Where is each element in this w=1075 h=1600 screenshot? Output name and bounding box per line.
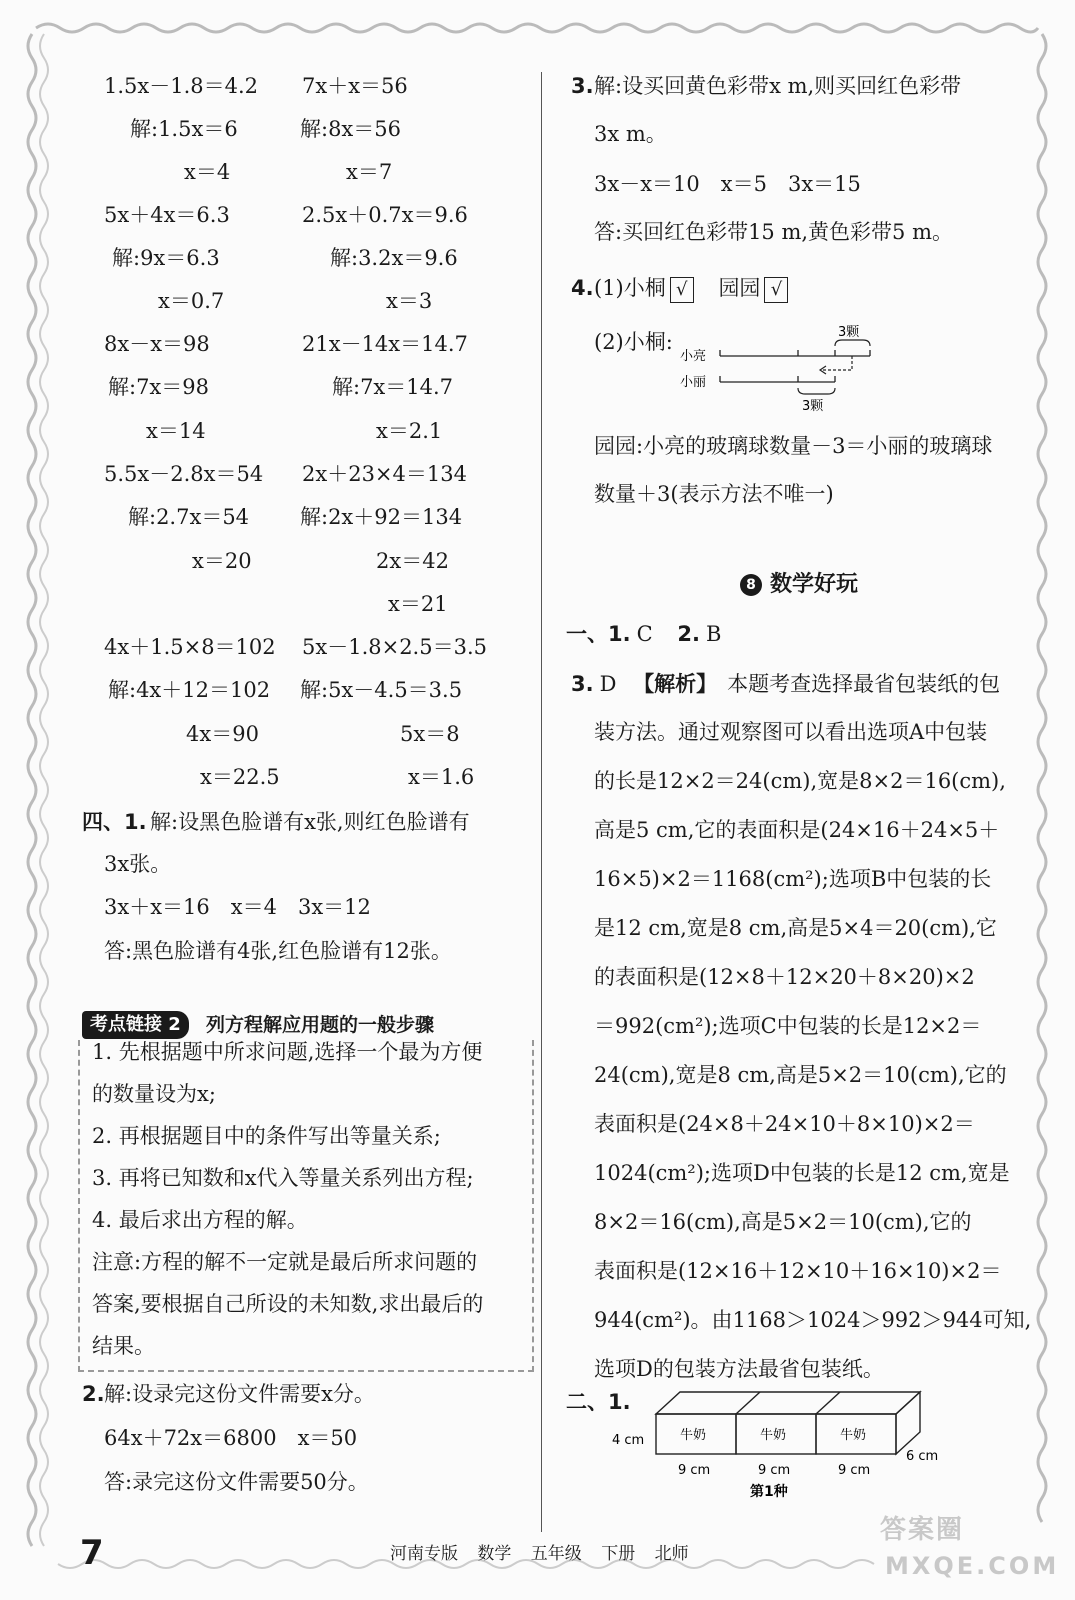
equation-line: 5.5x－2.8x＝54	[104, 462, 264, 486]
tip-line: 4. 最后求出方程的解。	[92, 1208, 308, 1232]
milk-text-2: 牛奶	[760, 1428, 787, 1443]
width-label-3: 9 cm	[838, 1463, 871, 1478]
equation-line: 2x＋23×4＝134	[302, 462, 467, 486]
q4-1-line3: 3x＋x＝16 x＝4 3x＝12	[104, 895, 371, 919]
tip-line: 结果。	[92, 1334, 155, 1358]
s1-label2: 2.	[677, 622, 700, 646]
q4-1-line4: 答:黑色脸谱有4张,红色脸谱有12张。	[104, 939, 452, 963]
q3-line4: 答:买回红色彩带15 m,黄色彩带5 m。	[594, 220, 954, 244]
s3-first: 本题考查选择最省包装纸的包	[727, 672, 1001, 696]
tip-title: 列方程解应用题的一般步骤	[206, 1014, 435, 1036]
section-number: 8	[740, 574, 762, 596]
equation-line: x＝4	[184, 160, 231, 184]
check-box-2: √	[764, 277, 788, 303]
equation-line: 解:7x＝98	[108, 375, 210, 399]
equation-line: 5x＋4x＝6.3	[104, 203, 230, 227]
equation-line: x＝7	[346, 160, 393, 184]
equation-line: 7x＋x＝56	[302, 74, 408, 98]
diagram-note-bottom: 3颗	[802, 399, 824, 414]
q4-part2: (2)小桐:	[594, 330, 673, 354]
tip-line: 3. 再将已知数和x代入等量关系列出方程;	[92, 1166, 474, 1190]
analysis-line: 是12 cm,宽是8 cm,高是5×4＝20(cm),它	[594, 916, 997, 940]
tip-line: 1. 先根据题中所求问题,选择一个最为方便	[92, 1040, 483, 1064]
equation-line: x＝0.7	[158, 289, 225, 313]
s1-answers	[566, 620, 721, 648]
q3-line2: 3x m。	[594, 122, 667, 146]
q2-line1: 解:设录完这份文件需要x分。	[104, 1382, 375, 1406]
bar-diagram	[680, 322, 910, 414]
q4-label: 4.	[571, 276, 594, 300]
height-label: 4 cm	[612, 1433, 645, 1448]
analysis-line: 的表面积是(12×8＋12×20＋8×20)×2	[594, 965, 975, 989]
q3-line1: 解:设买回黄色彩带x m,则买回红色彩带	[594, 74, 962, 98]
equation-line: 解:3.2x＝9.6	[330, 246, 458, 270]
q2-label: 2.	[82, 1382, 105, 1406]
analysis-line: 1024(cm²);选项D中包装的长是12 cm,宽是	[594, 1161, 1010, 1185]
equation-line: 5x－1.8×2.5＝3.5	[302, 635, 487, 659]
equation-line: x＝20	[192, 549, 252, 573]
analysis-line: 16×5)×2＝1168(cm²);选项B中包装的长	[594, 867, 992, 891]
diagram-note-top: 3颗	[838, 325, 860, 340]
q4-part1	[594, 274, 788, 303]
s1-ans2: B	[705, 622, 722, 646]
page-number: 7	[80, 1533, 104, 1573]
equation-line: 解:2x＋92＝134	[300, 505, 463, 529]
footer-info: 河南专版 数学 五年级 下册 北师	[390, 1544, 689, 1564]
equation-line: 8x－x＝98	[104, 332, 210, 356]
analysis-line: ＝992(cm²);选项C中包装的长是12×2＝	[594, 1014, 982, 1038]
q3-label: 3.	[571, 74, 594, 98]
s3-label: 3.	[571, 672, 594, 696]
q3-line3: 3x－x＝10 x＝5 3x＝15	[594, 172, 861, 196]
equation-line: 解:4x＋12＝102	[108, 678, 271, 702]
q2-line3: 答:录完这份文件需要50分。	[104, 1470, 369, 1494]
check-box-1: √	[670, 277, 694, 303]
tip-line: 的数量设为x;	[92, 1082, 216, 1106]
equation-line: x＝14	[146, 419, 206, 443]
section-title-text: 数学好玩	[770, 572, 859, 597]
analysis-line: 表面积是(12×16＋12×10＋16×10)×2＝	[594, 1259, 1002, 1283]
analysis-line: 8×2＝16(cm),高是5×2＝10(cm),它的	[594, 1210, 972, 1234]
equation-line: 5x＝8	[400, 722, 460, 746]
q4-line-a: 园园:小亮的玻璃球数量－3＝小丽的玻璃球	[594, 434, 993, 458]
equation-line: 21x－14x＝14.7	[302, 332, 468, 356]
s3-ans: D	[599, 672, 617, 696]
q4-line-b: 数量＋3(表示方法不唯一)	[594, 482, 834, 506]
s3-first-line	[571, 670, 1000, 698]
tip-tag: 考点链接 2	[82, 1011, 189, 1039]
section-title	[740, 570, 858, 600]
equation-line: 解:5x－4.5＝3.5	[300, 678, 463, 702]
milk-text-1: 牛奶	[680, 1428, 707, 1443]
equation-line: 2.5x＋0.7x＝9.6	[302, 203, 468, 227]
milk-box-figure	[610, 1388, 950, 1500]
q4-1-label: 四、1.	[82, 810, 147, 834]
tip-line: 2. 再根据题目中的条件写出等量关系;	[92, 1124, 441, 1148]
column-divider	[541, 72, 542, 1532]
tip-line: 注意:方程的解不一定就是最后所求问题的	[92, 1250, 478, 1274]
q4-1-line2: 3x张。	[104, 852, 172, 876]
equation-line: x＝3	[386, 289, 433, 313]
equation-line: x＝22.5	[200, 765, 280, 789]
analysis-line: 24(cm),宽是8 cm,高是5×2＝10(cm),它的	[594, 1063, 1007, 1087]
equation-line: 4x＝90	[186, 722, 259, 746]
equation-line: 4x＋1.5×8＝102	[104, 635, 276, 659]
equation-line: 解:8x＝56	[300, 117, 402, 141]
width-label-1: 9 cm	[678, 1463, 711, 1478]
equation-line: x＝1.6	[408, 765, 475, 789]
diagram-label-top: 小亮	[680, 349, 707, 364]
analysis-line: 选项D的包装方法最省包装纸。	[594, 1357, 884, 1381]
equation-line: 1.5x－1.8＝4.2	[104, 74, 259, 98]
equation-line: 解:1.5x＝6	[130, 117, 238, 141]
tip-line: 答案,要根据自己所设的未知数,求出最后的	[92, 1292, 484, 1316]
depth-label: 6 cm	[906, 1449, 939, 1464]
equation-line: x＝21	[388, 592, 448, 616]
figure-caption: 第1种	[750, 1484, 788, 1500]
q4-part1-b: 园园	[718, 276, 761, 300]
analysis-line: 装方法。通过观察图可以看出选项A中包装	[594, 720, 988, 744]
analysis-line: 944(cm²)。由1168＞1024＞992＞944可知,	[594, 1308, 1032, 1332]
s1-ans1: C	[636, 622, 653, 646]
equation-line: 2x＝42	[376, 549, 449, 573]
milk-text-3: 牛奶	[840, 1428, 867, 1443]
s2-label: 二、1.	[566, 1390, 631, 1414]
equation-line: x＝2.1	[376, 419, 443, 443]
diagram-label-bottom: 小丽	[680, 375, 707, 390]
q4-1-line1: 解:设黑色脸谱有x张,则红色脸谱有	[150, 810, 470, 834]
q4-part1-a: (1)小桐	[594, 276, 666, 300]
s1-label: 一、1.	[566, 622, 631, 646]
equation-line: 解:7x＝14.7	[332, 375, 454, 399]
analysis-line: 表面积是(24×8＋24×10＋8×10)×2＝	[594, 1112, 975, 1136]
width-label-2: 9 cm	[758, 1463, 791, 1478]
s3-tag: 【解析】	[633, 672, 718, 696]
watermark-url: MXQE.COM	[885, 1552, 1060, 1580]
analysis-line: 的长是12×2＝24(cm),宽是8×2＝16(cm),	[594, 769, 1006, 793]
q2-line2: 64x＋72x＝6800 x＝50	[104, 1426, 358, 1450]
equation-line: 解:9x＝6.3	[112, 246, 220, 270]
analysis-line: 高是5 cm,它的表面积是(24×16＋24×5＋	[594, 818, 1000, 842]
equation-line: 解:2.7x＝54	[128, 505, 250, 529]
watermark-logo: 答案圈	[880, 1515, 965, 1545]
